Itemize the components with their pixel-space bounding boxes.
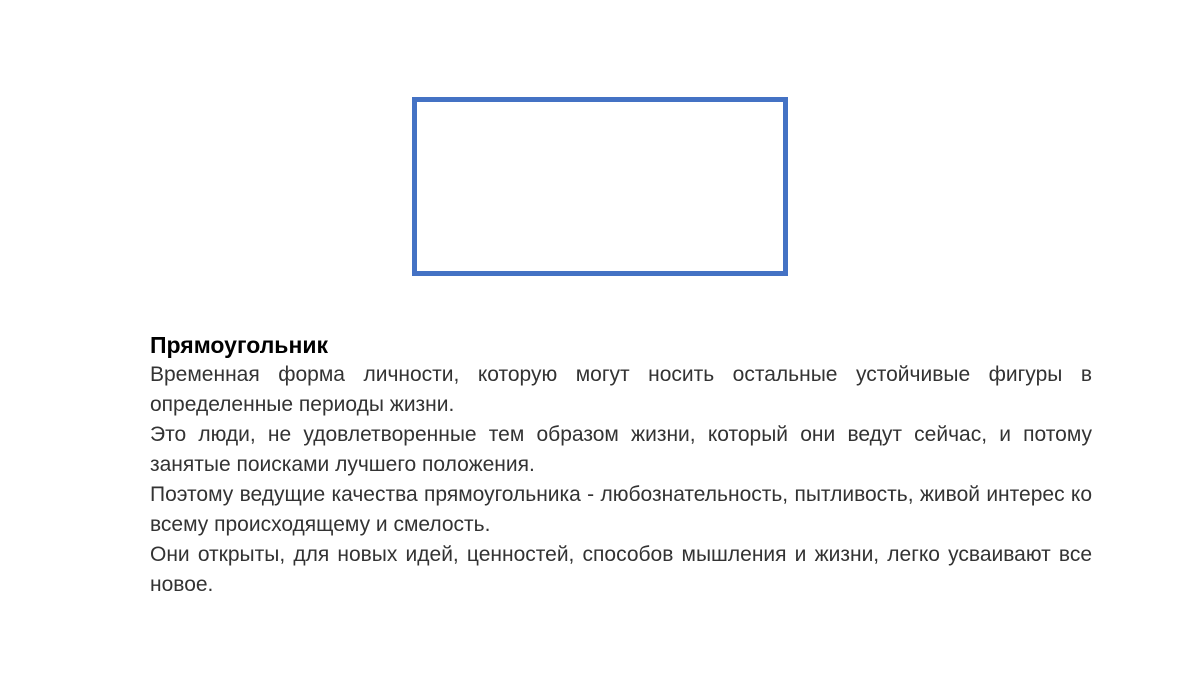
paragraph-1: Временная форма личности, которую могут носить остальные устойчивые фигуры в определенные периоды жизни. — [150, 363, 1092, 416]
paragraph-3: Поэтому ведущие качества прямоугольника - любознательность, пытливость, живой интерес ко всему происходящему и смелость. — [150, 483, 1092, 536]
rectangle-shape — [412, 97, 788, 276]
heading: Прямоугольник — [150, 332, 328, 358]
paragraph-2: Это люди, не удовлетворенные тем образом жизни, который они ведут сейчас, и потому занятые поисками лучшего положения. — [150, 423, 1092, 476]
text-block — [150, 330, 1092, 600]
paragraph-4: Они открыты, для новых идей, ценностей, способов мышления и жизни, легко усваивают все новое. — [150, 543, 1092, 596]
